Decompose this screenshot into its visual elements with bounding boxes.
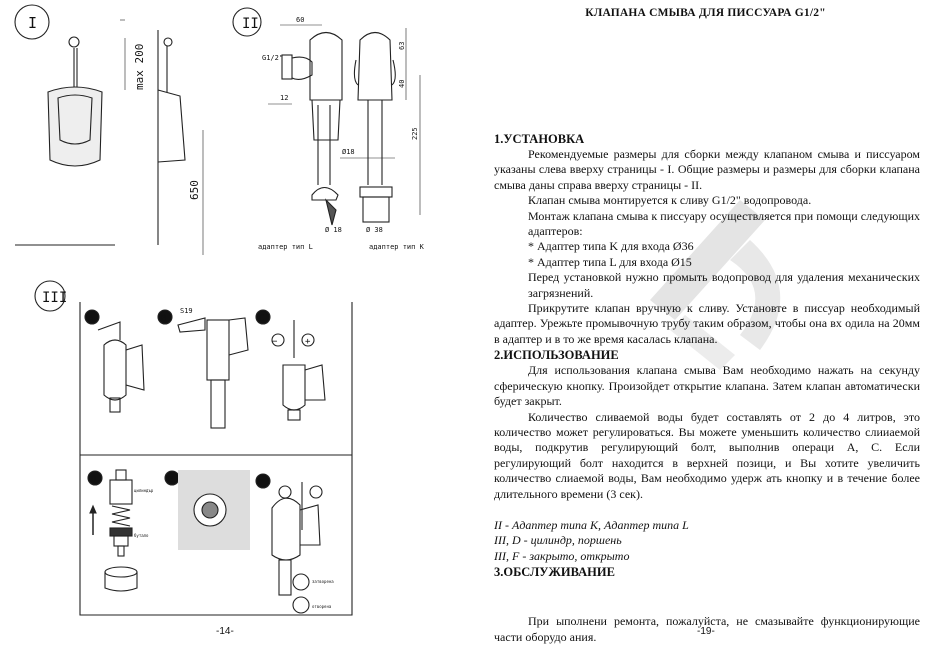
paragraph: Монтаж клапана смыва к писсуару осуществляется при помощи следующих адаптеров:: [528, 208, 920, 239]
note: II - Адаптер типа K, Адаптер типа L: [494, 517, 689, 532]
paragraph: Для использования клапана смыва Вам необходимо нажать на секунду сферическую кнопку. Произойдет открытие клапана. Затем клапан автоматически будет закрыт.: [494, 363, 920, 409]
dim-12: 12: [280, 94, 289, 102]
adapter-k-label: адаптер тип K: [369, 243, 424, 251]
minus-label: −: [272, 337, 278, 347]
figure-i-label: I: [28, 14, 38, 32]
thread-label: G1/2": [262, 54, 284, 62]
cylinder-label: цилиндър: [134, 488, 154, 493]
dim-63: 63: [398, 41, 406, 50]
document-body: [494, 131, 920, 645]
step-b-label: B: [161, 314, 167, 324]
max-200-label: max 200: [133, 43, 146, 90]
dim-40: 40: [398, 79, 406, 88]
dim-d38: Ø 38: [366, 226, 383, 234]
closed-label: затворена: [312, 579, 334, 584]
paragraph: Клапан смыва монтируется к сливу G1/2" водопровода.: [528, 193, 812, 208]
note: III, D - цилиндр, поршень: [494, 533, 622, 548]
left-page-number: -14-: [216, 626, 234, 637]
height-650-label: 650: [188, 180, 201, 200]
dim-60: 60: [296, 16, 305, 24]
step-e-label: E: [168, 475, 174, 485]
figure-ii-label: II: [242, 16, 259, 32]
paragraph: Количество сливаемой воды будет составлять от 2 до 4 литров, это количество может регулироваться. Вы можете уменьшить количество слииаемой воды, подкрутив регулирующий болт, выполнив операци A, C. Если регулирующий болт находится в верхней позици, и Вы хотите увеличить количество слиаемой воды, Вам необходимо удерж ать кнопку и в течение более длительного времени (3 сек).: [494, 409, 920, 501]
paragraph: Перед установкой нужно промыть водопровод для удаления механических загрязнений.: [528, 270, 920, 300]
adapter-l-label: адаптер тип L: [258, 243, 313, 251]
section-1-heading: 1.УСТАНОВКА: [494, 132, 585, 146]
figure-iii-label: III: [42, 290, 68, 306]
wrench-size-label: S19: [180, 307, 193, 315]
step-d-label: D: [91, 475, 97, 485]
document-title: КЛАПАНА СМЫВА ДЛЯ ПИССУАРА G1/2": [585, 7, 826, 19]
figure-ii: [233, 8, 425, 251]
paragraph: При ыполнени ремонта, пожалуйста, не смазывайте функционирующие части оборудо ания.: [494, 614, 920, 644]
section-3-heading: 3.ОБСЛУЖИВАНИЕ: [494, 565, 615, 580]
paragraph: Рекомендуемые размеры для сборки между клапаном смыва и писсуаром указаны слева вверху страницы - I. Общие размеры и размеры для сборки клапана смыва даны справа вверху страницы - II.: [494, 147, 920, 192]
piston-label: бутало: [134, 533, 149, 538]
step-a-label: A: [88, 314, 94, 324]
dim-225: 225: [411, 127, 419, 140]
list-item: * Адаптер типа L для входа Ø15: [528, 254, 692, 269]
open-label: отворена: [312, 604, 332, 609]
dim-d18b: Ø 18: [325, 226, 342, 234]
right-page-number: -19-: [697, 626, 715, 637]
step-f-label: F: [259, 478, 265, 488]
plus-label: +: [305, 337, 311, 347]
list-item: * Адаптер типа K для входа Ø36: [528, 239, 694, 254]
paragraph: Прикрутите клапан вручную к сливу. Установте в писсуар необходимый адаптер. Урежьте промывочную трубу таким образом, чтобы она вх одила на 20мм в адаптер и в то же время касалась клапана.: [494, 301, 920, 346]
figure-iii: [35, 281, 352, 615]
section-2-heading: 2.ИСПОЛЬЗОВАНИЕ: [494, 348, 619, 363]
dim-d18: Ø18: [342, 148, 355, 156]
figure-i: [15, 5, 203, 255]
step-c-label: C: [259, 314, 265, 324]
note: III, F - закрыто, открыто: [494, 548, 630, 563]
